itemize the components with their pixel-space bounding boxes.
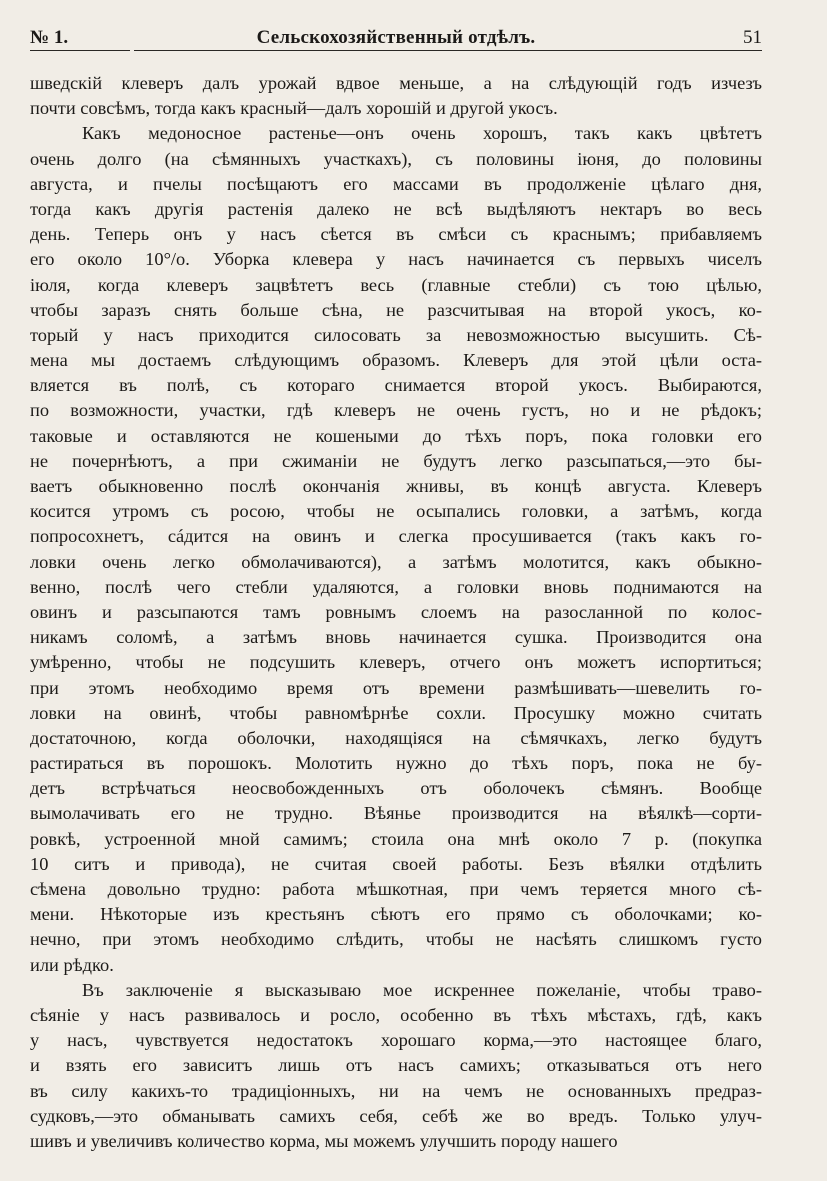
paragraph [30, 978, 762, 1154]
text-line: въ силу какихъ-то традиціонныхъ, ни на чемъ не основанныхъ предраз- [30, 1080, 762, 1101]
text-line: Въ заключеніе я высказываю мое искреннее пожеланіе, чтобы траво- [82, 979, 762, 1000]
text-line: достаточною, когда оболочки, находящіяся на сѣмячкахъ, легко будутъ [30, 727, 762, 748]
text-line: торый у насъ приходится силосовать за невозможностью высушить. Сѣ- [30, 324, 762, 345]
text-line: 10 ситъ и привода), не считая своей работы. Безъ вѣялки отдѣлить [30, 853, 762, 874]
paragraph [30, 71, 762, 121]
text-line: овинъ и разсыпаются тамъ ровнымъ слоемъ на разосланной по колос- [30, 601, 762, 622]
text-line: ваетъ обыкновенно послѣ окончанія жнивы, въ концѣ августа. Клеверъ [30, 476, 762, 496]
text-line: у насъ, чувствуется недостатокъ хорошаго корма,—это настоящее благо, [30, 1030, 762, 1051]
text-line: почти совсѣмъ, тогда какъ красный—далъ хорошій и другой укосъ. [30, 98, 558, 119]
text-line: судковъ,—это обманывать самихъ себя, себѣ же во вредъ. Только улуч- [30, 1105, 762, 1126]
text-line: іюля, когда клеверъ зацвѣтетъ весь (главные стебли) съ тою цѣлью, [30, 274, 762, 295]
text-line: не почернѣютъ, а при сжиманіи не будутъ легко разсыпаться,—это бы- [30, 450, 762, 471]
text-line: таковые и оставляются не кошеными до тѣхъ поръ, пока головки его [30, 425, 762, 446]
text-line: умѣренно, чтобы не подсушить клеверъ, отчего онъ можетъ испортиться; [30, 652, 762, 673]
text-line: при этомъ необходимо время отъ времени размѣшивать—шевелить го- [30, 677, 762, 698]
text-line: шивъ и увеличивъ количество корма, мы можемъ улучшить породу нашего [30, 1130, 618, 1151]
text-line: мена мы достаемъ слѣдующимъ образомъ. Клеверъ для этой цѣли оста- [30, 350, 762, 371]
text-line: ловки очень легко обмолачиваются), а затѣмъ молотится, какъ обыкно- [30, 551, 762, 572]
paragraph [30, 121, 762, 977]
page-number: 51 [743, 27, 762, 48]
text-line: его около 10°/о. Уборка клевера у насъ начинается съ первыхъ чиселъ [30, 249, 762, 270]
text-line: Какъ медоносное растенье—онъ очень хорошъ, такъ какъ цвѣтетъ [82, 123, 762, 144]
text-line: вымолачивать его не трудно. Вѣянье производится на вѣялкѣ—сорти- [30, 803, 762, 824]
text-line: детъ встрѣчаться неосвобожденныхъ отъ оболочекъ сѣмянъ. Вообще [30, 778, 762, 799]
header-rule-right [134, 50, 762, 51]
text-line: очень долго (на сѣмянныхъ участкахъ), съ половины іюня, до половины [30, 148, 762, 169]
text-line: косится утромъ съ росою, чтобы не осыпались головки, а затѣмъ, когда [30, 501, 762, 522]
header-rule-left [30, 50, 130, 51]
running-head [30, 26, 762, 52]
text-line: мени. Нѣкоторые изъ крестьянъ сѣютъ его прямо съ оболочками; ко- [30, 904, 762, 925]
text-line: тогда какъ другія растенія далеко не всѣ выдѣляютъ нектаръ во весь [30, 198, 762, 219]
text-line: и взять его зависитъ лишь отъ насъ самихъ; отказываться отъ него [30, 1055, 762, 1076]
section-title: Сельскохозяйственный отдѣлъ. [256, 27, 536, 48]
text-line: нечно, при этомъ необходимо слѣдить, чтобы не насѣять слишкомъ густо [30, 929, 762, 950]
text-line: чтобы заразъ снять больше сѣна, не разсчитывая на второй укосъ, ко- [30, 299, 762, 320]
text-line: или рѣдко. [30, 954, 114, 975]
text-line: день. Теперь онъ у насъ сѣется въ смѣси съ краснымъ; прибавляемъ [30, 224, 762, 245]
text-line: ровкѣ, устроенной мной самимъ; стоила она мнѣ около 7 р. (покупка [30, 828, 762, 849]
text-line: вляется въ полѣ, съ котораго снимается второй укосъ. Выбираются, [30, 375, 762, 396]
text-line: сѣяніе у насъ развивалось и росло, особенно въ тѣхъ мѣстахъ, гдѣ, какъ [30, 1004, 762, 1025]
text-line: августа, и пчелы посѣщаютъ его массами въ продолженіе цѣлаго дня, [30, 173, 762, 194]
text-line: растираться въ порошокъ. Молотить нужно до тѣхъ поръ, пока не бу- [30, 753, 762, 774]
text-line: шведскій клеверъ далъ урожай вдвое меньше, а на слѣдующій годъ изчезъ [30, 73, 762, 93]
text-line: по возможности, участки, гдѣ клеверъ не очень густъ, но и не рѣдокъ; [30, 400, 762, 421]
issue-number: № 1. [30, 27, 69, 48]
text-line: ловки на овинѣ, чтобы равномѣрнѣе сохли. Просушку можно считать [30, 702, 762, 723]
body-text [30, 71, 762, 1154]
text-line: никамъ соломѣ, а затѣмъ вновь начинается сушка. Производится она [30, 627, 762, 648]
text-line: венно, послѣ чего стебли удаляются, а головки вновь поднимаются на [30, 576, 762, 597]
text-line: сѣмена довольно трудно: работа мѣшкотная, при чемъ теряется много сѣ- [30, 879, 762, 899]
text-line: попросохнетъ, сáдится на овинъ и слегка просушивается (такъ какъ го- [30, 526, 762, 547]
